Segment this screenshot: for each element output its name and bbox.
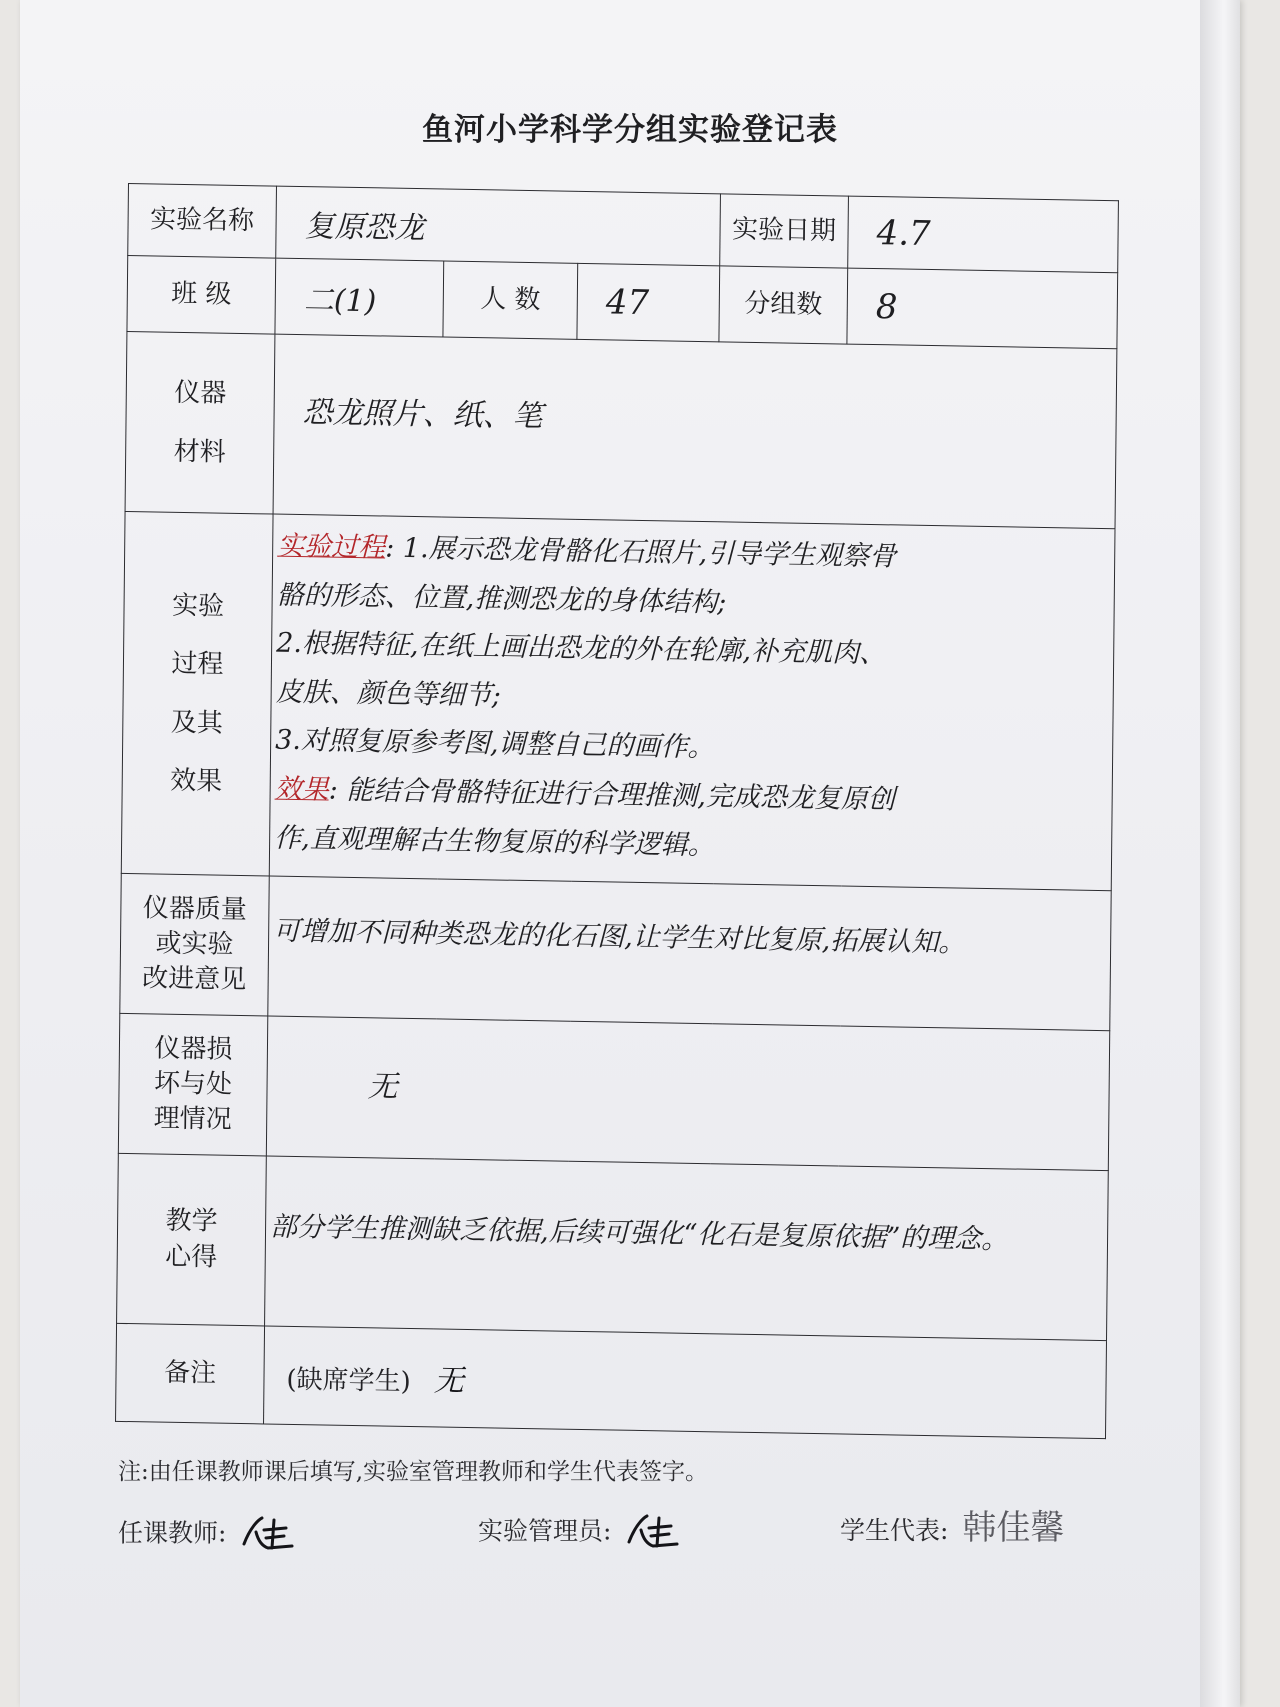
remarks-label: 备注 <box>116 1323 265 1424</box>
materials-value: 恐龙照片、纸、笔 <box>273 334 1117 529</box>
process-line1: 实验过程: 1.展示恐龙骨骼化石照片,引导学生观察骨 <box>277 530 897 573</box>
process-line5: 3.对照复原参考图,调整自己的画作。 <box>275 724 715 764</box>
teacher-label: 任课教师: <box>118 1518 227 1548</box>
student-label: 学生代表: <box>840 1516 949 1545</box>
signature-row <box>118 1500 1118 1570</box>
process-line3: 2.根据特征,在纸上画出恐龙的外在轮廓,补充肌肉、 <box>276 627 887 670</box>
student-count-label: 人 数 <box>443 261 578 339</box>
row-reflection <box>117 1153 1109 1340</box>
improvement-label-line3: 改进意见 <box>142 963 247 996</box>
improvement-value: 可增加不同种类恐龙的化石图,让学生对比复原,拓展认知。 <box>268 876 1111 1031</box>
damage-label <box>118 1013 267 1156</box>
group-count-label: 分组数 <box>719 266 848 344</box>
effect-heading: 效果 <box>274 773 329 806</box>
experiment-name-value: 复原恐龙 <box>276 186 721 266</box>
experiment-name-label: 实验名称 <box>128 184 277 259</box>
paper-stack-edge <box>1200 0 1240 1707</box>
form-sheet <box>20 0 1240 1707</box>
admin-signature <box>623 1508 693 1558</box>
row-materials <box>125 331 1117 528</box>
teacher-signature-field <box>118 1510 308 1560</box>
reflection-label-line2: 心得 <box>165 1241 218 1273</box>
effect-line2: 作,直观理解古生物复原的科学逻辑。 <box>274 822 715 861</box>
reflection-value: 部分学生推测缺乏依据,后续可强化“化石是复原依据”的理念。 <box>265 1156 1109 1341</box>
damage-label-line3: 理情况 <box>153 1103 232 1135</box>
materials-label-line1: 仪器 <box>174 377 227 409</box>
materials-label-line2: 材料 <box>173 436 226 468</box>
effect-line1: 效果: 能结合骨骼特征进行合理推测,完成恐龙复原创 <box>274 773 896 816</box>
process-label-line2: 过程 <box>171 648 224 680</box>
process-line4: 皮肤、颜色等细节; <box>275 676 501 712</box>
form-title: 鱼河小学科学分组实验登记表 <box>422 112 838 148</box>
experiment-date-value: 4.7 <box>848 196 1119 273</box>
damage-label-line2: 坏与处 <box>153 1068 233 1100</box>
improvement-label-line1: 仪器质量 <box>142 893 248 925</box>
row-damage <box>118 1013 1109 1170</box>
process-label-line1: 实验 <box>171 590 225 622</box>
footer-note: 注:由任课教师课后填写,实验室管理教师和学生代表签字。 <box>118 1459 709 1485</box>
improvement-label-line2: 或实验 <box>155 928 234 960</box>
reflection-label-line1: 教学 <box>165 1206 218 1238</box>
process-value <box>269 514 1115 891</box>
experiment-date-label: 实验日期 <box>720 194 849 268</box>
row-improvement <box>120 873 1111 1030</box>
registration-table <box>115 183 1119 1439</box>
process-heading: 实验过程 <box>277 530 386 564</box>
admin-label: 实验管理员: <box>478 1516 612 1546</box>
process-label-line4: 效果 <box>170 765 223 797</box>
improvement-label <box>120 873 269 1016</box>
row-process <box>121 511 1115 890</box>
student-signature: 韩佳馨 <box>962 1508 1065 1548</box>
remarks-value-cell <box>264 1326 1107 1439</box>
reflection-label <box>117 1153 267 1326</box>
teacher-signature <box>238 1510 308 1560</box>
student-signature-field <box>840 1500 1064 1549</box>
student-count-value: 47 <box>577 263 720 341</box>
admin-signature-field <box>478 1508 693 1558</box>
process-label <box>121 511 273 876</box>
class-label: 班 级 <box>127 255 276 334</box>
group-count-value: 8 <box>847 268 1118 349</box>
class-value: 二(1) <box>275 258 444 337</box>
process-line2: 骼的形态、位置,推测恐龙的身体结构; <box>276 579 727 619</box>
damage-value: 无 <box>266 1016 1109 1171</box>
process-label-line3: 及其 <box>170 707 224 739</box>
row-remarks <box>116 1323 1107 1438</box>
absent-students-label: (缺席学生) <box>286 1364 411 1397</box>
damage-label-line1: 仪器损 <box>154 1033 233 1065</box>
materials-label <box>125 331 275 514</box>
absent-students-value: 无 <box>433 1363 465 1399</box>
